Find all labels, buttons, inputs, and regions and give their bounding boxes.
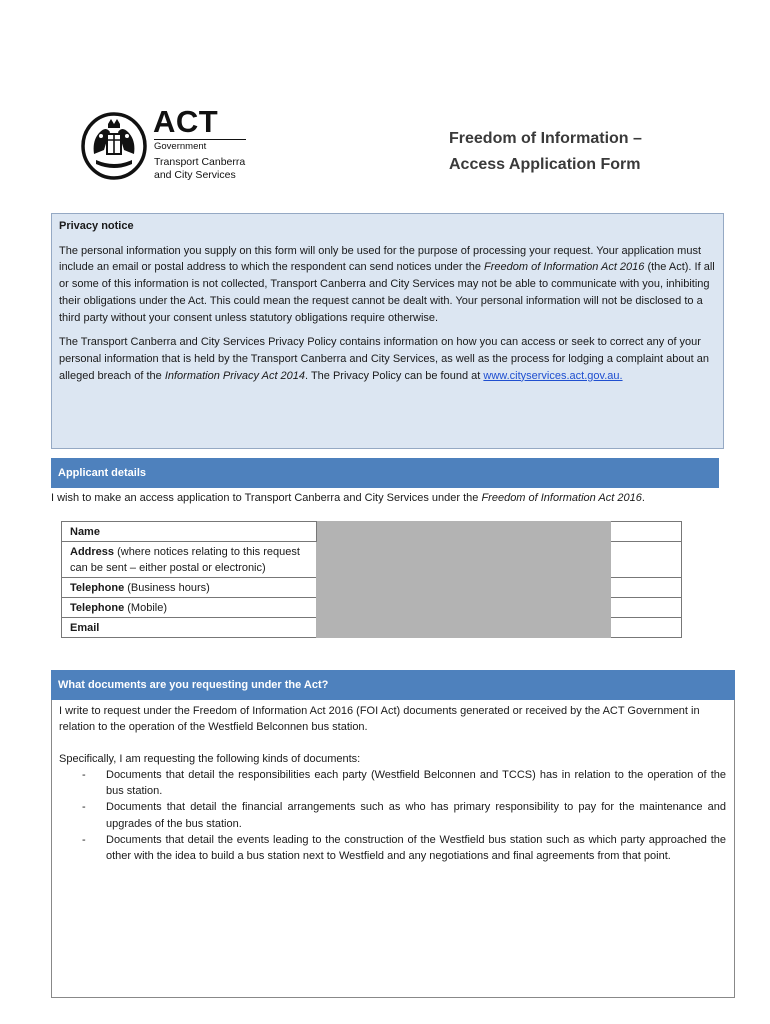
address-extra-field[interactable] xyxy=(611,542,682,578)
privacy-policy-link[interactable]: www.cityservices.act.gov.au. xyxy=(483,369,623,382)
documents-request-textbox[interactable] xyxy=(51,700,735,998)
privacy-p2-text-a: The Transport Canberra and City Services Privacy Policy contains information on how you can access or seek to correct any of your personal information that is held by the Transport Canberra and City Services, as well as the process for lodging a complaint about an alleged breach of the xyxy=(59,336,709,382)
privacy-paragraph-2 xyxy=(59,334,723,384)
act-coat-of-arms-icon xyxy=(80,110,148,180)
documents-list xyxy=(59,767,726,865)
list-item xyxy=(59,832,726,865)
privacy-paragraph-1 xyxy=(59,243,723,327)
privacy-p2-act-title: Information Privacy Act 2014 xyxy=(164,369,306,382)
privacy-notice-heading: Privacy notice xyxy=(59,220,134,232)
form-title-line1: Freedom of Information – xyxy=(449,130,642,147)
name-label xyxy=(62,522,317,542)
form-title-line2: Access Application Form xyxy=(449,156,641,173)
applicant-details-redacted-value[interactable] xyxy=(317,522,611,638)
documents-paragraph-2: Specifically, I am requesting the following kinds of documents: xyxy=(59,752,361,765)
address-label-rest: (where notices relating to this request can be sent – either postal or electronic) xyxy=(70,546,300,574)
list-item-text: Documents that detail the responsibilities each party (Westfield Belconnen and TCCS) has in relation to the operation of the bus station. xyxy=(106,768,726,798)
telephone-business-label-bold: Telephone xyxy=(70,582,125,594)
table-row xyxy=(62,522,682,542)
privacy-notice-box xyxy=(51,213,724,449)
name-label-bold: Name xyxy=(70,526,100,538)
logo-department-line1: Transport Canberra xyxy=(154,156,246,168)
telephone-mobile-label xyxy=(62,598,317,618)
list-item-text: Documents that detail the events leading to the construction of the Westfield bus station such as which party approached the other with the idea to build a bus station next to Westfield and any negotiations and final agreements from that point. xyxy=(106,834,726,863)
form-title xyxy=(449,126,642,178)
act-government-logo xyxy=(80,104,260,188)
logo-act-text: ACT xyxy=(153,104,219,139)
email-label-bold: Email xyxy=(70,622,100,634)
privacy-p1-text-b: (the Act). If all or some of this information is not collected, Transport Canberra and City Services may not be able to communicate with you, inhibiting their obligations under the Act. This could mean the request cannot be dealt with. Your personal information will not be disclosed to a third party without your consent unless statutory obligations require otherwise. xyxy=(59,261,715,324)
logo-department-line2: and City Services xyxy=(154,169,236,181)
email-extra-field[interactable] xyxy=(611,618,682,638)
applicant-details-table xyxy=(61,521,682,638)
privacy-p1-act-title: Freedom of Information Act 2016 xyxy=(484,261,645,274)
telephone-business-extra-field[interactable] xyxy=(611,578,682,598)
telephone-mobile-label-rest: (Mobile) xyxy=(124,602,167,614)
telephone-mobile-label-bold: Telephone xyxy=(70,602,125,614)
address-label-bold: Address xyxy=(70,546,115,558)
address-label xyxy=(62,542,317,578)
list-dash: - xyxy=(82,801,86,814)
telephone-business-label xyxy=(62,578,317,598)
privacy-p2-text-b: . The Privacy Policy can be found at xyxy=(305,369,484,382)
telephone-business-label-rest: (Business hours) xyxy=(124,582,210,594)
documents-requested-header: What documents are you requesting under the Act? xyxy=(51,670,735,700)
documents-paragraph-1: I write to request under the Freedom of Information Act 2016 (FOI Act) documents generated or received by the ACT Government in relation to the operation of the Westfield Belconnen bus station. xyxy=(59,705,700,734)
applicant-intro-act-title: Freedom of Information Act 2016 xyxy=(481,492,642,504)
telephone-mobile-extra-field[interactable] xyxy=(611,598,682,618)
email-label xyxy=(62,618,317,638)
applicant-details-header: Applicant details xyxy=(51,458,719,488)
list-dash: - xyxy=(82,834,86,847)
list-dash: - xyxy=(82,768,86,781)
logo-government-text: Government xyxy=(154,139,246,152)
applicant-intro-text-b: . xyxy=(641,492,645,504)
list-item-text: Documents that detail the financial arrangements such as who has primary responsibility to pay for the maintenance and upgrades of the bus station. xyxy=(106,801,726,830)
logo-department xyxy=(154,156,245,182)
list-item xyxy=(59,799,726,832)
applicant-intro xyxy=(51,490,691,506)
privacy-p1-text-a: The personal information you supply on this form will only be used for the purpose of processing your request. Your application must include an email or postal address to which the respondent can send notices under the xyxy=(59,244,702,274)
applicant-intro-text-a: I wish to make an access application to Transport Canberra and City Services under the xyxy=(51,492,482,504)
name-extra-field[interactable] xyxy=(611,522,682,542)
list-item xyxy=(59,767,726,800)
